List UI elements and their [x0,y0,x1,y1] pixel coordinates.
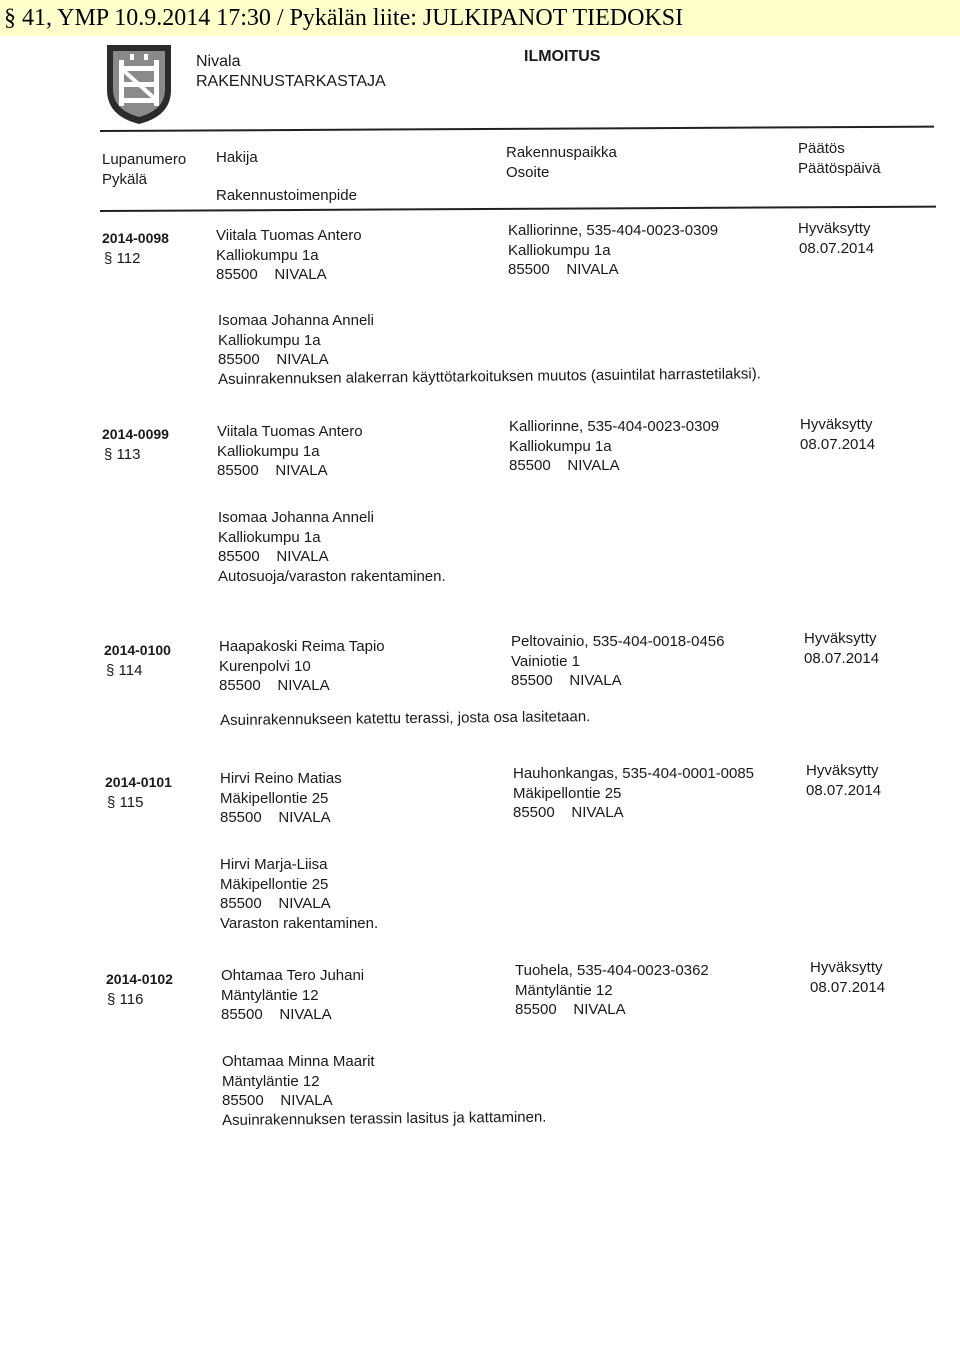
applicant-block: Viitala Tuomas Antero Kalliokumpu 1a 85500 NIVALA [216,227,362,283]
decision-status: Hyväksytty [804,630,877,647]
co-applicant-block: Ohtamaa Minna Maarit Mäntyläntie 12 85500 NIVALA Asuinrakennuksen terassin lasitus ja kattaminen. [222,1053,547,1129]
decision-date: 08.07.2014 [810,978,886,996]
site-block: Tuohela, 535-404-0023-0362 Mäntyläntie 12 85500 NIVALA [515,962,709,1018]
permit-number: 2014-0101 [105,774,172,790]
section-number: § 112 [104,250,141,267]
applicant-block: Hirvi Reino Matias Mäkipellontie 25 85500 NIVALA [220,770,342,826]
decision-date: 08.07.2014 [800,435,876,453]
decision-status: Hyväksytty [806,762,879,779]
co-applicant-block: Isomaa Johanna Anneli Kalliokumpu 1a 85500 NIVALA Asuinrakennuksen alakerran käyttötarkoituksen muutos (asuintilat harrastetilaksi). [218,312,761,388]
decision-status: Hyväksytty [798,220,871,237]
header-bottom-rule [100,206,936,212]
applicant-block: Viitala Tuomas Antero Kalliokumpu 1a 85500 NIVALA [217,423,363,479]
site-block: Kalliorinne, 535-404-0023-0309 Kalliokumpu 1a 85500 NIVALA [508,222,719,278]
column-header-paatos: Päätös Päätöspäivä [798,140,881,177]
permit-number: 2014-0098 [102,230,169,246]
site-block: Kalliorinne, 535-404-0023-0309 Kalliokumpu 1a 85500 NIVALA [509,418,720,474]
applicant-block: Haapakoski Reima Tapio Kurenpolvi 10 85500 NIVALA [219,638,385,694]
column-header-rakennuspaikka: Rakennuspaikka Osoite [506,144,617,181]
issuing-office [196,52,386,92]
section-number: § 115 [107,794,144,811]
permit-description: Asuinrakennukseen katettu terassi, josta osa lasitetaan. [220,708,591,729]
column-header-hakija: Hakija Rakennustoimenpide [216,149,357,204]
agenda-banner: § 41, YMP 10.9.2014 17:30 / Pykälän liite: JULKIPANOT TIEDOKSI [0,0,960,36]
section-number: § 116 [107,991,144,1008]
permit-number: 2014-0099 [102,426,169,442]
decision-block [804,629,879,668]
permit-description: Asuinrakennuksen alakerran käyttötarkoituksen muutos (asuintilat harrastetilaksi). [218,364,761,388]
notice-title: ILMOITUS [524,48,601,65]
permit-description: Varaston rakentaminen. [220,914,379,932]
municipality-name: Nivala [196,53,241,70]
co-applicant-block [220,708,591,731]
applicant-block: Ohtamaa Tero Juhani Mäntyläntie 12 85500 NIVALA [221,967,365,1023]
decision-date: 08.07.2014 [799,239,875,257]
column-header-lupanumero: Lupanumero Pykälä [102,151,187,188]
section-number: § 113 [104,446,141,463]
municipal-coat-of-arms-icon [104,42,174,126]
decision-block [798,219,874,258]
department-name: RAKENNUSTARKASTAJA [196,73,386,90]
permit-description: Autosuoja/varaston rakentaminen. [218,567,446,585]
section-number: § 114 [106,662,143,679]
decision-date: 08.07.2014 [804,649,880,667]
decision-date: 08.07.2014 [806,781,882,799]
permit-description: Asuinrakennuksen terassin lasitus ja kattaminen. [222,1108,547,1129]
decision-status: Hyväksytty [810,959,883,976]
co-applicant-block: Hirvi Marja-Liisa Mäkipellontie 25 85500 NIVALA Varaston rakentaminen. [220,856,379,932]
co-applicant-block: Isomaa Johanna Anneli Kalliokumpu 1a 85500 NIVALA Autosuoja/varaston rakentaminen. [218,509,446,585]
decision-block [800,415,875,454]
decision-status: Hyväksytty [800,416,873,433]
permit-number: 2014-0102 [106,971,173,987]
permit-number: 2014-0100 [104,642,171,658]
decision-block [806,761,881,800]
header-top-rule [100,126,934,132]
site-block: Hauhonkangas, 535-404-0001-0085 Mäkipellontie 25 85500 NIVALA [513,765,755,821]
site-block: Peltovainio, 535-404-0018-0456 Vainiotie 1 85500 NIVALA [511,633,725,689]
decision-block [810,958,885,997]
